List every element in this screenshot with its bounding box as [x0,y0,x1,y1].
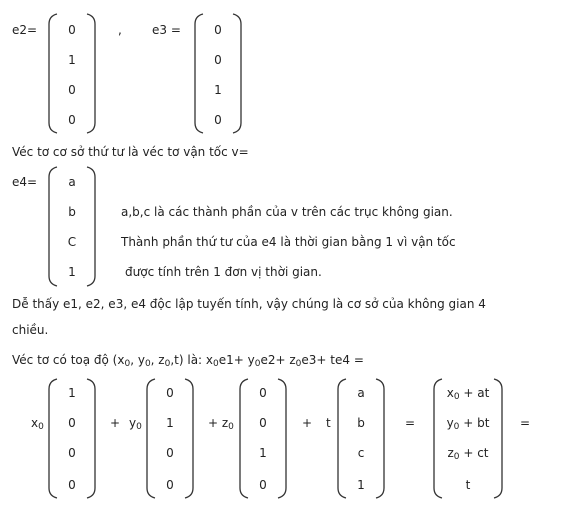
e3-cell-4: 0 [214,113,222,127]
m1-cell-2: 0 [68,416,76,430]
e4-note-1: a,b,c là các thành phần của v trên các trục không gian. [121,205,453,219]
e4-cell-3: C [67,235,77,249]
m1-cell-3: 0 [68,446,76,460]
result-cell-4: t [465,478,471,492]
m1-cell-1: 1 [68,386,76,400]
result-vector [432,377,504,500]
e2-cell-1: 0 [68,23,76,37]
e3-cell-2: 0 [214,53,222,67]
coord-sentence: Véc tơ có toạ độ ($x_0$, $y_0$, $z_0,t$) là: $x_0e1+ y_0e2+ z_0e3+ te4$ = [12,353,364,369]
e4-cell-1: a [68,175,76,189]
paragraph-line-2: chiều. [12,323,49,337]
e3-vector [193,12,243,135]
e3-cell-3: 1 [214,83,222,97]
sentence-e4: Véc tơ cơ sở thứ tư là véc tơ vận tốc v= [12,145,249,159]
result-cell-1: $x_0$ + at [446,386,490,402]
basis-vector-2 [145,377,195,500]
plus-3: + [302,416,313,430]
basis-vector-1 [47,377,97,500]
paragraph-line-1: Dễ thấy e1, e2, e3, e4 độc lập tuyến tính, vậy chúng là cơ sở của không gian 4 [12,297,486,311]
coef-x0: $x_0$ [31,416,44,432]
e2-vector [47,12,97,135]
m3-cell-1: 0 [259,386,267,400]
e2-cell-2: 1 [68,53,76,67]
e3-cell-1: 0 [214,23,222,37]
result-cell-2: $y_0$ + bt [446,416,490,432]
equals-2: = [520,416,531,430]
m4-cell-2: b [357,416,365,430]
coef-t: t [326,416,331,430]
basis-vector-3 [238,377,288,500]
e4-cell-4: 1 [68,265,76,279]
m1-cell-4: 0 [68,478,76,492]
m3-cell-4: 0 [259,478,267,492]
e4-vector [47,165,97,288]
e4-label: e4= [12,175,38,189]
m2-cell-3: 0 [166,446,174,460]
e2-cell-3: 0 [68,83,76,97]
plus-1: + [110,416,121,430]
m4-cell-1: a [357,386,365,400]
m3-cell-2: 0 [259,416,267,430]
m2-cell-2: 1 [166,416,174,430]
e2-cell-4: 0 [68,113,76,127]
e4-note-2: Thành phần thứ tư của e4 là thời gian bằng 1 vì vận tốc [121,235,456,249]
m4-cell-4: 1 [357,478,365,492]
equals-1: = [405,416,416,430]
result-cell-3: $z_0$ + ct [447,446,489,462]
m4-cell-3: c [357,446,365,460]
e4-cell-2: b [68,205,76,219]
e2-label: e2= [12,23,38,37]
m3-cell-3: 1 [259,446,267,460]
m2-cell-1: 0 [166,386,174,400]
comma: , [118,23,122,37]
m2-cell-4: 0 [166,478,174,492]
velocity-vector [336,377,386,500]
plus-z0: + $z_0$ [208,416,234,432]
coef-y0: $y_0$ [129,416,142,432]
e4-note-3: được tính trên 1 đơn vị thời gian. [125,265,322,279]
e3-label: e3 = [152,23,181,37]
